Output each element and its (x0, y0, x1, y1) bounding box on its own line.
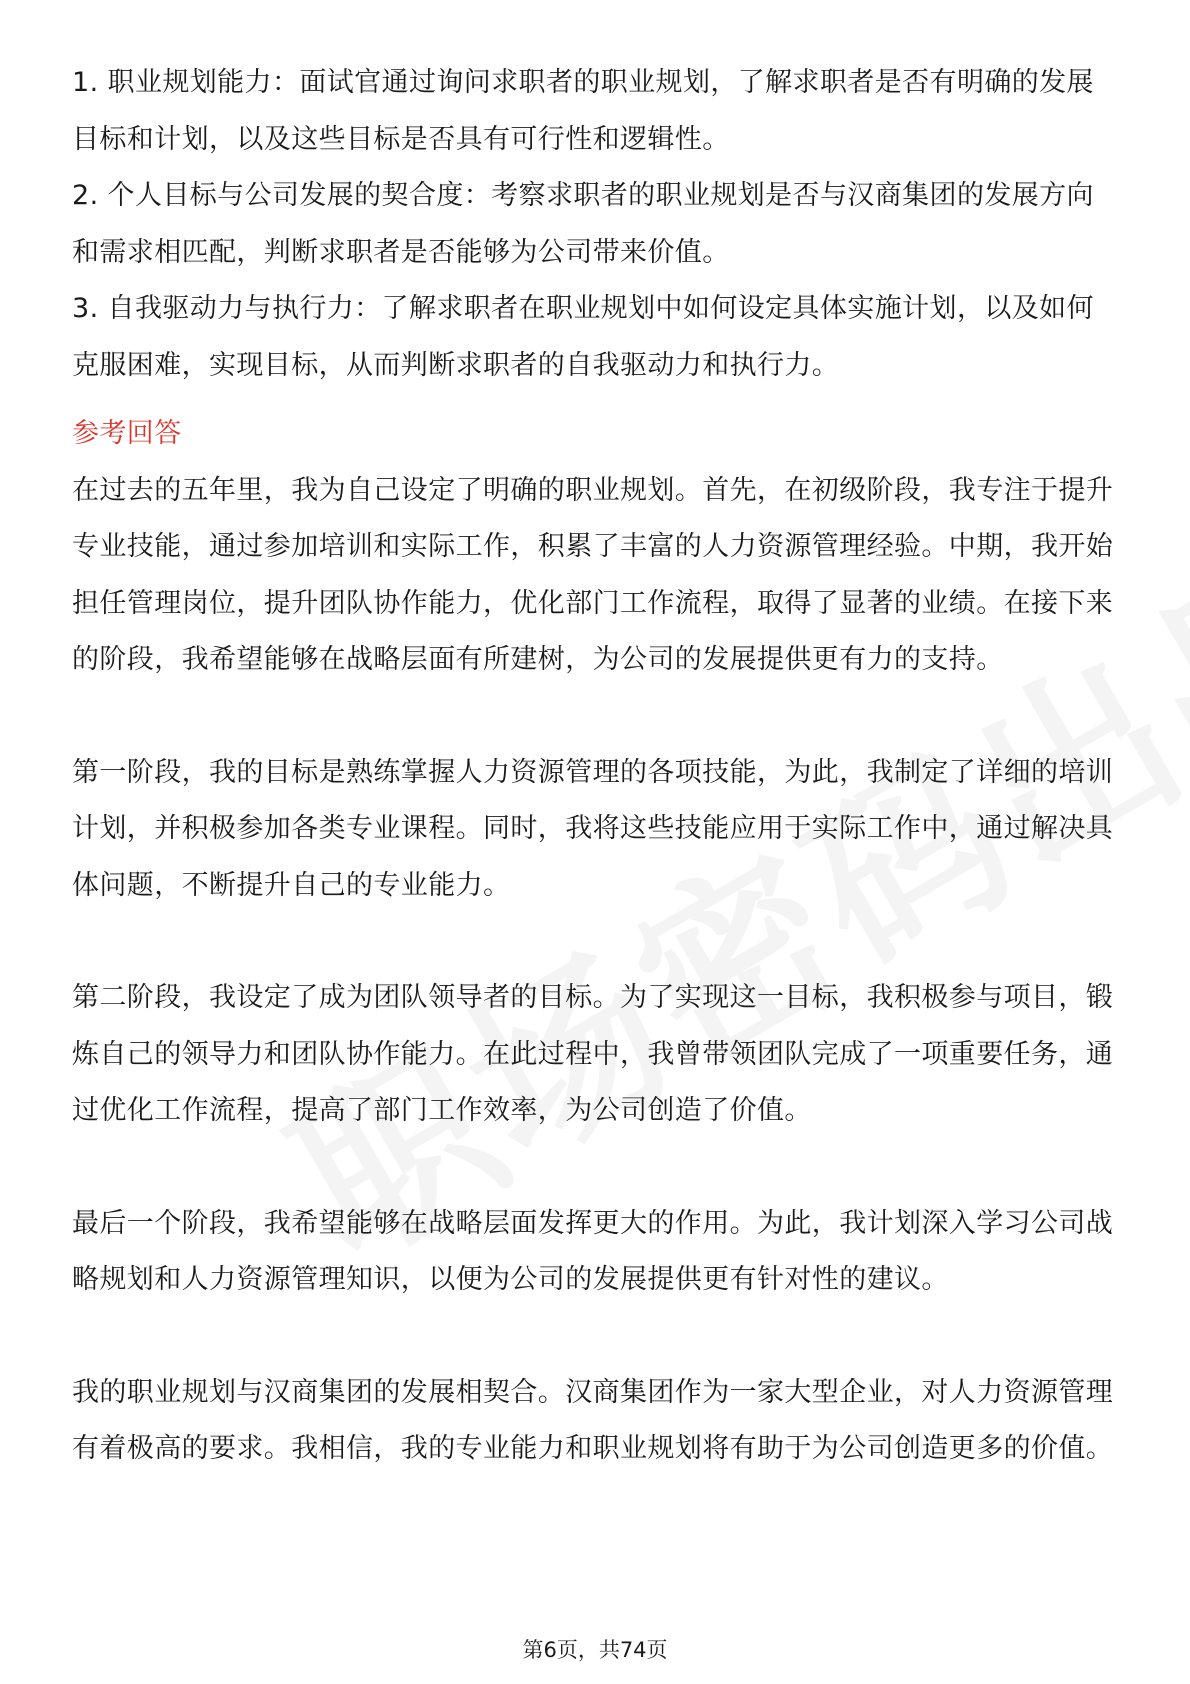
page-number: 第6页，共74页 (522, 1638, 668, 1662)
answer-paragraph: 在过去的五年里，我为自己设定了明确的职业规划。首先，在初级阶段，我专注于提升专业技能，通过参加培训和实际工作，积累了丰富的人力资源管理经验。中期，我开始担任管理岗位，提升团队协作能力，优化部门工作流程，取得了显著的业绩。在接下来的阶段，我希望能够在战略层面有所建树，为公司的发展提供更有力的支持。 (72, 474, 1114, 675)
answer-paragraph: 最后一个阶段，我希望能够在战略层面发挥更大的作用。为此，我计划深入学习公司战略规划和人力资源管理知识，以便为公司的发展提供更有针对性的建议。 (72, 1207, 1114, 1295)
criterion-item: 2. 个人目标与公司发展的契合度：考察求职者的职业规划是否与汉商集团的发展方向和需求相匹配，判断求职者是否能够为公司带来价值。 (72, 180, 1094, 268)
answer-heading: 参考回答 (72, 418, 182, 449)
answer-paragraph: 第一阶段，我的目标是熟练掌握人力资源管理的各项技能，为此，我制定了详细的培训计划，并积极参加各类专业课程。同时，我将这些技能应用于实际工作中，通过解决具体问题，不断提升自己的专业能力。 (72, 756, 1114, 901)
page-content (72, 55, 1118, 1478)
criterion-item: 3. 自我驱动力与执行力：了解求职者在职业规划中如何设定具体实施计划，以及如何克服困难，实现目标，从而判断求职者的自我驱动力和执行力。 (72, 293, 1094, 381)
answer-paragraph: 第二阶段，我设定了成为团队领导者的目标。为了实现这一目标，我积极参与项目，锻炼自己的领导力和团队协作能力。在此过程中，我曾带领团队完成了一项重要任务，通过优化工作流程，提高了部门工作效率，为公司创造了价值。 (72, 982, 1114, 1126)
criterion-item: 1. 职业规划能力：面试官通过询问求职者的职业规划，了解求职者是否有明确的发展目标和计划，以及这些目标是否具有可行性和逻辑性。 (72, 67, 1094, 155)
answer-paragraph: 我的职业规划与汉商集团的发展相契合。汉商集团作为一家大型企业，对人力资源管理有着极高的要求。我相信，我的专业能力和职业规划将有助于为公司创造更多的价值。 (72, 1376, 1114, 1464)
